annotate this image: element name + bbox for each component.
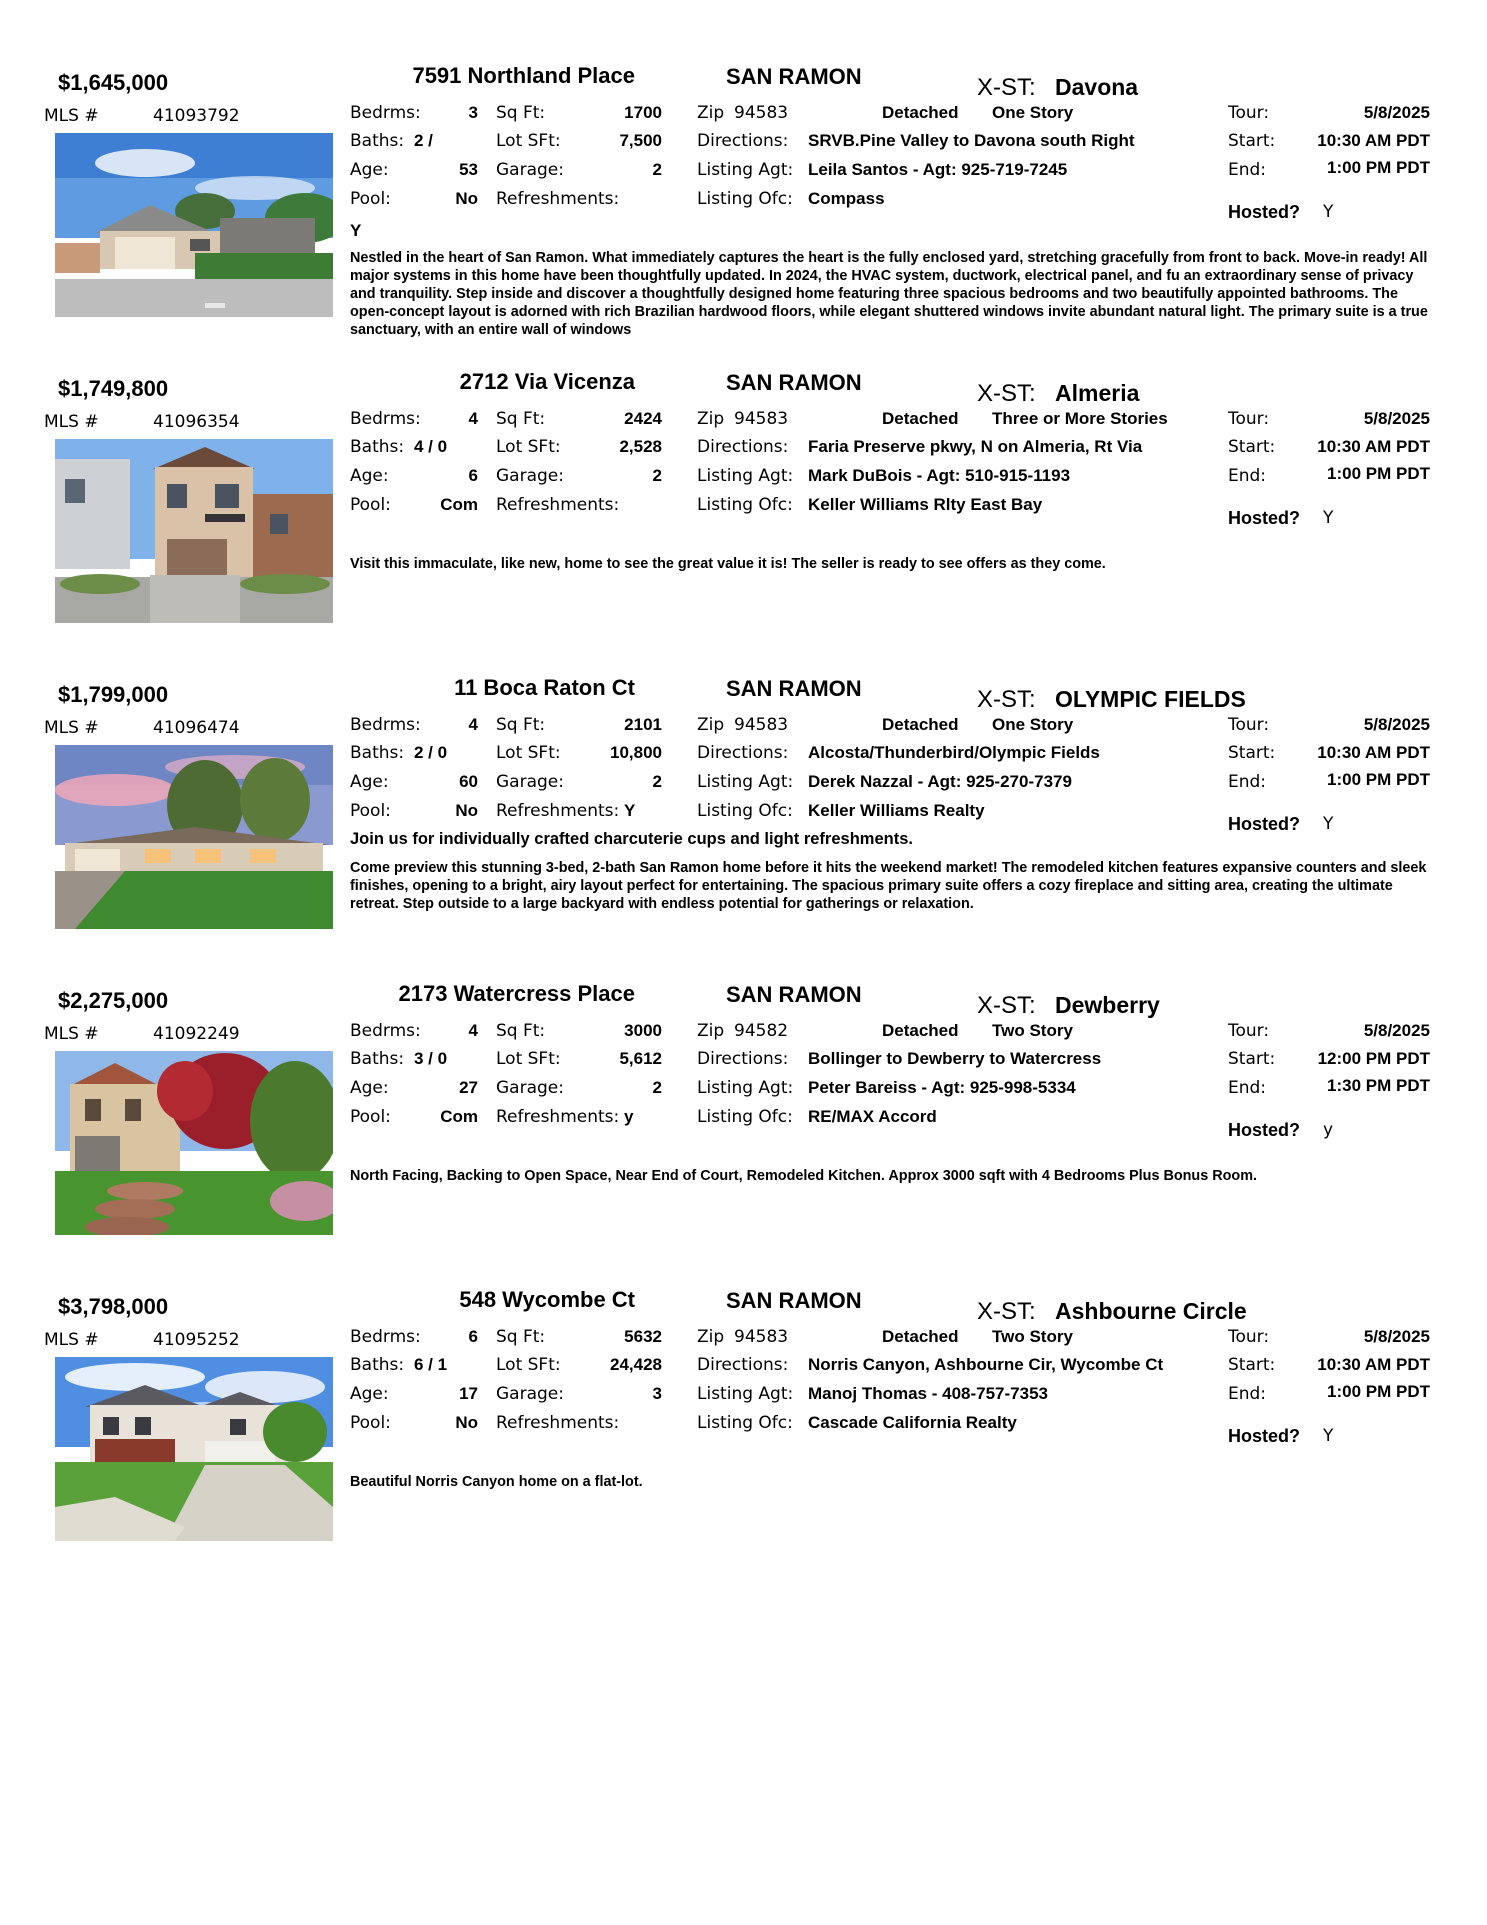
hosted-label: Hosted?	[1228, 202, 1300, 222]
tour-date: 5/8/2025	[1363, 409, 1430, 428]
start-time: 10:30 AM PDT	[1317, 437, 1430, 456]
baths-value: 6 / 1	[414, 1355, 448, 1374]
baths-label: Baths:	[350, 131, 405, 151]
property-style: Two Story	[992, 1021, 1073, 1040]
sqft-label: Sq Ft:	[496, 715, 546, 735]
mls-label: MLS #	[44, 718, 99, 738]
directions-value: Bollinger to Dewberry to Watercress	[808, 1049, 1102, 1068]
refreshments-value: y	[624, 1107, 634, 1126]
zip-label: Zip	[697, 715, 725, 735]
zip-label: Zip	[697, 1021, 725, 1041]
garage-value: 2	[652, 466, 662, 485]
lotsft-label: Lot SFt:	[496, 743, 561, 763]
end-time: 1:00 PM PDT	[1327, 770, 1430, 789]
garage-value: 3	[652, 1384, 662, 1403]
refreshments-label: Refreshments:	[496, 495, 620, 515]
cross-street-value: Almeria	[1055, 380, 1140, 406]
listing-card	[0, 662, 1487, 967]
agent-value: Manoj Thomas - 408-757-7353	[808, 1384, 1048, 1403]
office-label: Listing Ofc:	[697, 1107, 793, 1127]
listing-photo	[55, 1357, 333, 1541]
listing-description: Visit this immaculate, like new, home to see the great value it is! The seller is ready to see offers as they come.	[350, 556, 1106, 572]
start-time: 12:00 PM PDT	[1317, 1049, 1430, 1068]
listing-price: $3,798,000	[58, 1294, 169, 1319]
baths-label: Baths:	[350, 1355, 405, 1375]
end-time: 1:30 PM PDT	[1327, 1076, 1430, 1095]
listing-address: 7591 Northland Place	[412, 63, 635, 88]
directions-value: Faria Preserve pkwy, N on Almeria, Rt Via	[808, 437, 1143, 456]
pool-label: Pool:	[350, 1413, 391, 1433]
age-value: 60	[459, 772, 478, 791]
pool-value: Com	[440, 1107, 478, 1126]
mls-number: 41095252	[153, 1330, 240, 1350]
lotsft-value: 10,800	[610, 743, 662, 762]
bedrms-value: 4	[468, 715, 478, 734]
bedrms-label: Bedrms:	[350, 1327, 421, 1347]
listing-photo	[55, 745, 333, 929]
start-time: 10:30 AM PDT	[1317, 1355, 1430, 1374]
baths-label: Baths:	[350, 1049, 405, 1069]
agent-value: Mark DuBois - Agt: 510-915-1193	[808, 466, 1071, 485]
garage-value: 2	[652, 160, 662, 179]
directions-value: Norris Canyon, Ashbourne Cir, Wycombe Ct	[808, 1355, 1164, 1374]
bedrms-label: Bedrms:	[350, 715, 421, 735]
cross-street-label: X-ST:	[977, 992, 1036, 1019]
sqft-value: 1700	[624, 103, 662, 122]
tour-date: 5/8/2025	[1363, 1327, 1430, 1346]
age-value: 53	[459, 160, 478, 179]
lotsft-value: 24,428	[610, 1355, 662, 1374]
garage-label: Garage:	[496, 466, 564, 486]
sqft-label: Sq Ft:	[496, 103, 546, 123]
property-style: One Story	[992, 715, 1074, 734]
listing-description: Beautiful Norris Canyon home on a flat-lot.	[350, 1474, 643, 1490]
office-value: Keller Williams Rlty East Bay	[808, 495, 1043, 514]
bedrms-value: 4	[468, 1021, 478, 1040]
agent-label: Listing Agt:	[697, 1078, 794, 1098]
cross-street-label: X-ST:	[977, 1298, 1036, 1325]
agent-label: Listing Agt:	[697, 466, 794, 486]
bedrms-value: 6	[468, 1327, 478, 1346]
sqft-label: Sq Ft:	[496, 1327, 546, 1347]
cross-street-value: Dewberry	[1055, 992, 1160, 1018]
zip-label: Zip	[697, 103, 725, 123]
agent-value: Leila Santos - Agt: 925-719-7245	[808, 160, 1068, 179]
listing-price: $2,275,000	[58, 988, 169, 1013]
garage-label: Garage:	[496, 1078, 564, 1098]
end-time: 1:00 PM PDT	[1327, 464, 1430, 483]
bedrms-label: Bedrms:	[350, 409, 421, 429]
listing-city: SAN RAMON	[726, 982, 862, 1007]
pool-label: Pool:	[350, 189, 391, 209]
hosted-value: Y	[1323, 1426, 1334, 1446]
refreshments-label: Refreshments:	[496, 801, 620, 821]
garage-label: Garage:	[496, 1384, 564, 1404]
refreshments-label: Refreshments:	[496, 189, 620, 209]
tour-label: Tour:	[1228, 715, 1270, 735]
listing-city: SAN RAMON	[726, 64, 862, 89]
age-value: 27	[459, 1078, 478, 1097]
sqft-value: 2424	[624, 409, 662, 428]
office-value: Cascade California Realty	[808, 1413, 1017, 1432]
listing-photo	[55, 1051, 333, 1235]
zip-value: 94583	[734, 715, 789, 735]
refreshments-value: Y	[350, 221, 362, 240]
listing-address: 2712 Via Vicenza	[459, 369, 635, 394]
tour-label: Tour:	[1228, 1327, 1270, 1347]
agent-value: Derek Nazzal - Agt: 925-270-7379	[808, 772, 1072, 791]
office-value: Compass	[808, 189, 885, 208]
hosted-label: Hosted?	[1228, 814, 1300, 834]
refreshments-label: Refreshments:	[496, 1413, 620, 1433]
office-value: Keller Williams Realty	[808, 801, 985, 820]
pool-label: Pool:	[350, 801, 391, 821]
start-label: Start:	[1228, 131, 1276, 151]
listing-card	[0, 356, 1487, 661]
zip-label: Zip	[697, 1327, 725, 1347]
zip-label: Zip	[697, 409, 725, 429]
listing-description: Come preview this stunning 3-bed, 2-bath San Ramon home before it hits the weekend market! The remodeled kitchen features expansive counters and sleek finishes, opening to a bright, airy layout perfect for entertaining. The spacious primary suite offers a cozy fireplace and sitting area, creating the ultimate retreat. Step outside to a large backyard with endless potential for gatherings or relaxation.	[350, 860, 1427, 912]
tour-label: Tour:	[1228, 1021, 1270, 1041]
garage-label: Garage:	[496, 160, 564, 180]
end-time: 1:00 PM PDT	[1327, 158, 1430, 177]
age-value: 6	[468, 466, 478, 485]
cross-street-value: Ashbourne Circle	[1055, 1298, 1247, 1324]
property-style: One Story	[992, 103, 1074, 122]
bedrms-value: 3	[468, 103, 478, 122]
listing-address: 11 Boca Raton Ct	[454, 675, 635, 700]
hosted-value: Y	[1323, 202, 1334, 222]
listing-city: SAN RAMON	[726, 370, 862, 395]
directions-label: Directions:	[697, 743, 789, 763]
tour-date: 5/8/2025	[1363, 715, 1430, 734]
baths-value: 4 / 0	[414, 437, 448, 456]
baths-value: 2 / 0	[414, 743, 448, 762]
office-label: Listing Ofc:	[697, 495, 793, 515]
lotsft-label: Lot SFt:	[496, 1049, 561, 1069]
lotsft-value: 7,500	[619, 131, 662, 150]
lotsft-label: Lot SFt:	[496, 437, 561, 457]
hosted-value: Y	[1323, 814, 1334, 834]
garage-value: 2	[652, 1078, 662, 1097]
hosted-label: Hosted?	[1228, 508, 1300, 528]
end-label: End:	[1228, 466, 1267, 486]
cross-street-value: OLYMPIC FIELDS	[1055, 686, 1246, 712]
age-label: Age:	[350, 772, 389, 792]
start-label: Start:	[1228, 743, 1276, 763]
hosted-label: Hosted?	[1228, 1120, 1300, 1140]
refreshments-label: Refreshments:	[496, 1107, 620, 1127]
listing-address: 548 Wycombe Ct	[459, 1287, 635, 1312]
office-label: Listing Ofc:	[697, 801, 793, 821]
age-value: 17	[459, 1384, 478, 1403]
lotsft-label: Lot SFt:	[496, 131, 561, 151]
pool-value: Com	[440, 495, 478, 514]
listing-price: $1,799,000	[58, 682, 169, 707]
mls-number: 41096354	[153, 412, 240, 432]
property-type: Detached	[882, 103, 959, 122]
end-label: End:	[1228, 772, 1267, 792]
baths-label: Baths:	[350, 437, 405, 457]
directions-label: Directions:	[697, 131, 789, 151]
garage-label: Garage:	[496, 772, 564, 792]
pool-label: Pool:	[350, 495, 391, 515]
cross-street-label: X-ST:	[977, 380, 1036, 407]
sqft-label: Sq Ft:	[496, 409, 546, 429]
pool-value: No	[455, 801, 478, 820]
listing-city: SAN RAMON	[726, 676, 862, 701]
pool-value: No	[455, 1413, 478, 1432]
mls-label: MLS #	[44, 106, 99, 126]
directions-label: Directions:	[697, 437, 789, 457]
sqft-value: 2101	[624, 715, 662, 734]
mls-number: 41093792	[153, 106, 240, 126]
hosted-value: Y	[1323, 508, 1334, 528]
cross-street-label: X-ST:	[977, 74, 1036, 101]
property-type: Detached	[882, 1021, 959, 1040]
end-label: End:	[1228, 1384, 1267, 1404]
property-type: Detached	[882, 409, 959, 428]
baths-value: 3 / 0	[414, 1049, 448, 1068]
hosted-value: y	[1323, 1120, 1334, 1140]
end-label: End:	[1228, 160, 1267, 180]
listing-description: Nestled in the heart of San Ramon. What immediately captures the heart is the fully enclosed yard, stretching gracefully from front to back. Move-in ready! All major systems in this home have been thoughtfully updated. In 2024, the HVAC system, ductwork, electrical panel, and fu an extraordinary sense of privacy and tranquility. Step inside and discover a thoughtfully designed home featuring three spacious bedrooms and two beautifully appointed bathrooms. The open-concept layout is adorned with rich Brazilian hardwood floors, while elegant shuttered windows invite abundant natural light. The primary suite is a true sanctuary, with an entire wall of windows	[350, 250, 1428, 338]
property-style: Two Story	[992, 1327, 1073, 1346]
lotsft-value: 5,612	[619, 1049, 662, 1068]
cross-street-label: X-ST:	[977, 686, 1036, 713]
directions-label: Directions:	[697, 1355, 789, 1375]
property-type: Detached	[882, 715, 959, 734]
sqft-label: Sq Ft:	[496, 1021, 546, 1041]
listing-price: $1,645,000	[58, 70, 169, 95]
cross-street-value: Davona	[1055, 74, 1139, 100]
end-label: End:	[1228, 1078, 1267, 1098]
listing-photo	[55, 439, 333, 623]
agent-label: Listing Agt:	[697, 772, 794, 792]
mls-label: MLS #	[44, 1024, 99, 1044]
zip-value: 94583	[734, 1327, 789, 1347]
listing-promo: Join us for individually crafted charcuterie cups and light refreshments.	[350, 830, 913, 848]
age-label: Age:	[350, 160, 389, 180]
pool-label: Pool:	[350, 1107, 391, 1127]
listing-photo	[55, 133, 333, 317]
baths-label: Baths:	[350, 743, 405, 763]
directions-value: SRVB.Pine Valley to Davona south Right	[808, 131, 1135, 150]
tour-date: 5/8/2025	[1363, 1021, 1430, 1040]
office-value: RE/MAX Accord	[808, 1107, 937, 1126]
property-style: Three or More Stories	[992, 409, 1168, 428]
zip-value: 94583	[734, 409, 789, 429]
hosted-label: Hosted?	[1228, 1426, 1300, 1446]
directions-label: Directions:	[697, 1049, 789, 1069]
tour-label: Tour:	[1228, 409, 1270, 429]
listing-card	[0, 50, 1487, 355]
office-label: Listing Ofc:	[697, 1413, 793, 1433]
tour-label: Tour:	[1228, 103, 1270, 123]
baths-value: 2 /	[414, 131, 433, 150]
listing-city: SAN RAMON	[726, 1288, 862, 1313]
bedrms-label: Bedrms:	[350, 1021, 421, 1041]
zip-value: 94583	[734, 103, 789, 123]
sqft-value: 3000	[624, 1021, 662, 1040]
listing-address: 2173 Watercress Place	[398, 981, 635, 1006]
pool-value: No	[455, 189, 478, 208]
bedrms-value: 4	[468, 409, 478, 428]
start-time: 10:30 AM PDT	[1317, 743, 1430, 762]
refreshments-value: Y	[624, 801, 636, 820]
agent-label: Listing Agt:	[697, 1384, 794, 1404]
lotsft-value: 2,528	[619, 437, 662, 456]
listing-card	[0, 1274, 1487, 1579]
end-time: 1:00 PM PDT	[1327, 1382, 1430, 1401]
zip-value: 94582	[734, 1021, 789, 1041]
listing-price: $1,749,800	[58, 376, 169, 401]
sqft-value: 5632	[624, 1327, 662, 1346]
listing-card	[0, 968, 1487, 1273]
garage-value: 2	[652, 772, 662, 791]
bedrms-label: Bedrms:	[350, 103, 421, 123]
tour-date: 5/8/2025	[1363, 103, 1430, 122]
mls-number: 41092249	[153, 1024, 240, 1044]
mls-number: 41096474	[153, 718, 240, 738]
age-label: Age:	[350, 1384, 389, 1404]
office-label: Listing Ofc:	[697, 189, 793, 209]
directions-value: Alcosta/Thunderbird/Olympic Fields	[808, 743, 1100, 762]
agent-label: Listing Agt:	[697, 160, 794, 180]
mls-label: MLS #	[44, 412, 99, 432]
property-type: Detached	[882, 1327, 959, 1346]
lotsft-label: Lot SFt:	[496, 1355, 561, 1375]
start-time: 10:30 AM PDT	[1317, 131, 1430, 150]
listing-description: North Facing, Backing to Open Space, Near End of Court, Remodeled Kitchen. Approx 3000 sqft with 4 Bedrooms Plus Bonus Room.	[350, 1168, 1257, 1184]
start-label: Start:	[1228, 1355, 1276, 1375]
start-label: Start:	[1228, 1049, 1276, 1069]
agent-value: Peter Bareiss - Agt: 925-998-5334	[808, 1078, 1076, 1097]
age-label: Age:	[350, 466, 389, 486]
start-label: Start:	[1228, 437, 1276, 457]
mls-label: MLS #	[44, 1330, 99, 1350]
age-label: Age:	[350, 1078, 389, 1098]
